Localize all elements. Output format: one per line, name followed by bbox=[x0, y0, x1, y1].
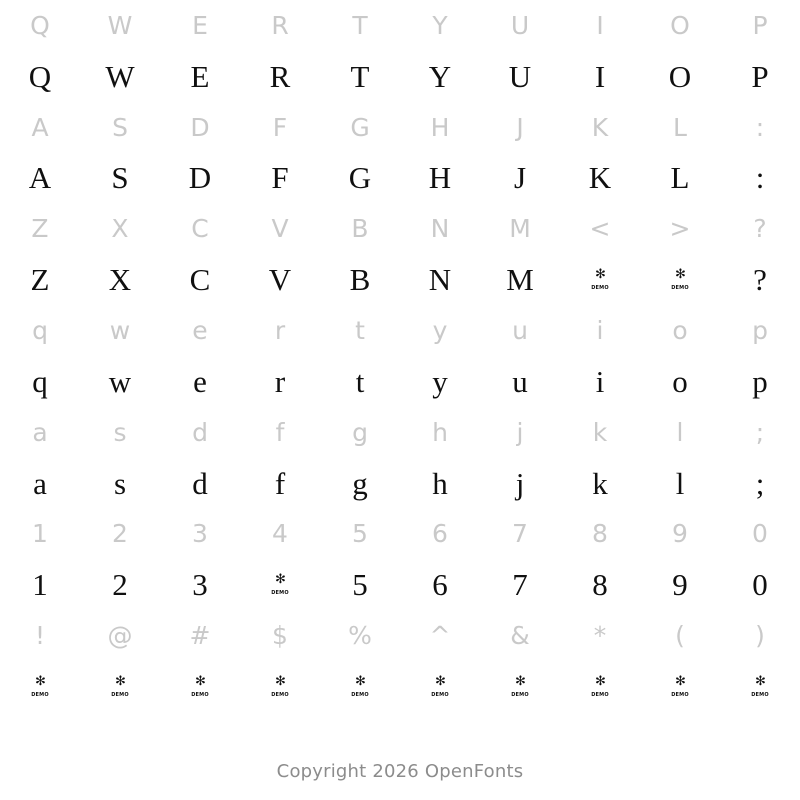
demo-floret-word: DEMO bbox=[271, 589, 289, 596]
glyph-cell bbox=[320, 661, 400, 712]
demo-floret-petals: ✻ bbox=[355, 673, 365, 689]
glyph-cell: ? bbox=[753, 262, 767, 298]
glyph-cell: 9 bbox=[672, 567, 688, 603]
glyph-cell: r bbox=[274, 363, 286, 399]
demo-floret-petals: ✻ bbox=[115, 673, 125, 689]
key-label-cell: F bbox=[272, 112, 288, 142]
glyph-cell: N bbox=[428, 262, 452, 298]
demo-floret-word: DEMO bbox=[111, 691, 129, 698]
key-label-cell: R bbox=[271, 10, 289, 40]
key-label-cell: 0 bbox=[752, 519, 768, 549]
glyph-cell: u bbox=[512, 363, 528, 399]
key-label-cell: 4 bbox=[272, 519, 288, 549]
key-label-cell: K bbox=[591, 112, 609, 142]
glyph-cell: l bbox=[675, 465, 685, 501]
demo-floret-word: DEMO bbox=[31, 691, 49, 698]
demo-floret-petals: ✻ bbox=[595, 673, 605, 689]
key-label-cell: @ bbox=[107, 621, 133, 651]
key-label-cell: V bbox=[271, 214, 289, 244]
key-label-cell: 2 bbox=[112, 519, 128, 549]
glyph-cell: C bbox=[189, 262, 211, 298]
key-label-cell: C bbox=[191, 214, 209, 244]
glyph-cell: P bbox=[751, 58, 769, 94]
key-label-cell: l bbox=[676, 417, 684, 447]
key-label-cell: B bbox=[351, 214, 369, 244]
key-label-cell: N bbox=[430, 214, 450, 244]
demo-floret-icon bbox=[589, 675, 611, 699]
demo-floret-word: DEMO bbox=[751, 691, 769, 698]
demo-floret-word: DEMO bbox=[351, 691, 369, 698]
glyph-cell: i bbox=[595, 363, 605, 399]
glyph-cell: 0 bbox=[752, 567, 768, 603]
key-label-cell: ^ bbox=[429, 621, 451, 651]
demo-floret-petals: ✻ bbox=[275, 673, 285, 689]
demo-floret-word: DEMO bbox=[191, 691, 209, 698]
glyph-cell: G bbox=[348, 160, 372, 196]
glyph-cell bbox=[480, 661, 560, 712]
demo-floret-icon bbox=[349, 675, 371, 699]
glyph-cell: 5 bbox=[352, 567, 368, 603]
demo-floret-icon bbox=[589, 268, 611, 292]
glyph-cell bbox=[640, 661, 720, 712]
glyph-cell bbox=[560, 661, 640, 712]
demo-floret-petals: ✻ bbox=[675, 266, 685, 282]
demo-floret-icon bbox=[109, 675, 131, 699]
demo-floret-petals: ✻ bbox=[515, 673, 525, 689]
glyph-cell: p bbox=[752, 363, 768, 399]
key-label-cell: 7 bbox=[512, 519, 528, 549]
glyph-cell: 3 bbox=[192, 567, 208, 603]
demo-floret-word: DEMO bbox=[671, 691, 689, 698]
glyph-cell: o bbox=[672, 363, 688, 399]
key-label-cell: 6 bbox=[432, 519, 448, 549]
glyph-cell bbox=[0, 661, 80, 712]
key-label-cell: A bbox=[31, 112, 49, 142]
glyph-cell: e bbox=[193, 363, 207, 399]
key-label-cell: X bbox=[111, 214, 129, 244]
key-label-cell: k bbox=[592, 417, 608, 447]
glyph-cell: U bbox=[508, 58, 532, 94]
glyph-cell: M bbox=[506, 262, 534, 298]
key-label-cell: o bbox=[672, 316, 688, 346]
key-label-cell: 9 bbox=[672, 519, 688, 549]
demo-floret-icon bbox=[29, 675, 51, 699]
demo-floret-icon bbox=[509, 675, 531, 699]
glyph-cell: ; bbox=[755, 465, 765, 501]
glyph-cell: 7 bbox=[512, 567, 528, 603]
key-label-cell: * bbox=[593, 621, 607, 651]
key-label-cell: % bbox=[348, 621, 372, 651]
demo-floret-word: DEMO bbox=[271, 691, 289, 698]
key-label-cell: f bbox=[275, 417, 285, 447]
glyph-cell: d bbox=[192, 465, 208, 501]
key-label-cell: ) bbox=[755, 621, 765, 651]
glyph-cell: D bbox=[188, 160, 212, 196]
glyph-cell: S bbox=[111, 160, 129, 196]
key-label-cell: ( bbox=[675, 621, 685, 651]
glyph-cell: A bbox=[28, 160, 52, 196]
glyph-cell: k bbox=[592, 465, 608, 501]
key-label-cell: P bbox=[752, 10, 768, 40]
key-label-cell: : bbox=[755, 112, 765, 142]
glyph-cell: V bbox=[268, 262, 292, 298]
glyph-cell: j bbox=[515, 465, 525, 501]
key-label-cell: Z bbox=[31, 214, 49, 244]
demo-floret-word: DEMO bbox=[671, 284, 689, 291]
key-label-cell: G bbox=[350, 112, 370, 142]
key-label-cell: t bbox=[355, 316, 365, 346]
key-label-cell: e bbox=[192, 316, 208, 346]
key-label-cell: 5 bbox=[352, 519, 368, 549]
key-label-cell: D bbox=[190, 112, 210, 142]
glyph-cell bbox=[400, 661, 480, 712]
key-label-cell: Y bbox=[432, 10, 448, 40]
demo-floret-icon bbox=[669, 675, 691, 699]
glyph-cell: X bbox=[108, 262, 132, 298]
key-label-cell: L bbox=[673, 112, 687, 142]
key-label-cell: 3 bbox=[192, 519, 208, 549]
demo-floret-word: DEMO bbox=[511, 691, 529, 698]
glyph-cell: Z bbox=[30, 262, 50, 298]
glyph-cell: q bbox=[32, 363, 48, 399]
key-label-cell: W bbox=[107, 10, 133, 40]
glyph-cell: W bbox=[105, 58, 135, 94]
glyph-cell bbox=[240, 661, 320, 712]
key-label-cell: J bbox=[516, 112, 524, 142]
key-label-cell: y bbox=[432, 316, 448, 346]
glyph-cell: E bbox=[190, 58, 210, 94]
glyph-cell: J bbox=[513, 160, 527, 196]
glyph-cell bbox=[80, 661, 160, 712]
key-label-cell: T bbox=[352, 10, 368, 40]
demo-floret-word: DEMO bbox=[591, 691, 609, 698]
glyph-cell: O bbox=[668, 58, 692, 94]
demo-floret-petals: ✻ bbox=[595, 266, 605, 282]
glyph-cell: g bbox=[352, 465, 368, 501]
key-label-cell: p bbox=[752, 316, 768, 346]
glyph-cell: f bbox=[274, 465, 286, 501]
key-label-cell: M bbox=[509, 214, 531, 244]
key-label-cell: Q bbox=[30, 10, 50, 40]
demo-floret-petals: ✻ bbox=[755, 673, 765, 689]
demo-floret-icon bbox=[189, 675, 211, 699]
key-label-cell: q bbox=[32, 316, 48, 346]
glyph-cell: K bbox=[588, 160, 612, 196]
demo-floret-icon bbox=[669, 268, 691, 292]
key-label-cell: 8 bbox=[592, 519, 608, 549]
demo-floret-word: DEMO bbox=[431, 691, 449, 698]
glyph-cell: 1 bbox=[32, 567, 48, 603]
demo-floret-petals: ✻ bbox=[35, 673, 45, 689]
demo-floret-petals: ✻ bbox=[275, 571, 285, 587]
glyph-cell bbox=[640, 254, 720, 305]
key-label-cell: U bbox=[510, 10, 530, 40]
key-label-cell: s bbox=[113, 417, 127, 447]
glyph-cell bbox=[240, 559, 320, 610]
glyph-cell: T bbox=[350, 58, 370, 94]
key-label-cell: j bbox=[516, 417, 524, 447]
glyph-cell: 2 bbox=[112, 567, 128, 603]
key-label-cell: < bbox=[589, 214, 611, 244]
key-label-cell: I bbox=[596, 10, 604, 40]
key-label-cell: a bbox=[32, 417, 48, 447]
glyph-cell: w bbox=[108, 363, 132, 399]
key-label-cell: O bbox=[670, 10, 690, 40]
glyph-cell: a bbox=[33, 465, 47, 501]
key-label-cell: # bbox=[189, 621, 211, 651]
copyright-notice: Copyright 2026 OpenFonts bbox=[276, 761, 524, 782]
demo-floret-petals: ✻ bbox=[435, 673, 445, 689]
key-label-cell: & bbox=[510, 621, 530, 651]
demo-floret-icon bbox=[269, 675, 291, 699]
demo-floret-icon bbox=[429, 675, 451, 699]
glyph-cell: h bbox=[432, 465, 448, 501]
glyph-cell: B bbox=[349, 262, 371, 298]
glyph-cell: L bbox=[670, 160, 690, 196]
key-label-cell: ; bbox=[755, 417, 765, 447]
glyph-cell: H bbox=[428, 160, 452, 196]
key-label-cell: u bbox=[512, 316, 528, 346]
demo-floret-petals: ✻ bbox=[195, 673, 205, 689]
demo-floret-icon bbox=[749, 675, 771, 699]
glyph-cell: Y bbox=[428, 58, 452, 94]
key-label-cell: E bbox=[192, 10, 208, 40]
glyph-cell: t bbox=[355, 363, 365, 399]
demo-floret-word: DEMO bbox=[591, 284, 609, 291]
key-label-cell: H bbox=[430, 112, 450, 142]
glyph-cell bbox=[160, 661, 240, 712]
key-label-cell: w bbox=[109, 316, 131, 346]
key-label-cell: r bbox=[274, 316, 286, 346]
glyph-cell: F bbox=[271, 160, 289, 196]
key-label-cell: d bbox=[192, 417, 208, 447]
key-label-cell: 1 bbox=[32, 519, 48, 549]
glyph-cell bbox=[560, 254, 640, 305]
key-label-cell: i bbox=[596, 316, 604, 346]
glyph-cell: s bbox=[113, 465, 127, 501]
key-label-cell: h bbox=[432, 417, 448, 447]
key-label-cell: $ bbox=[272, 621, 288, 651]
demo-floret-icon bbox=[269, 573, 291, 597]
key-label-cell: > bbox=[669, 214, 691, 244]
glyph-cell: I bbox=[594, 58, 606, 94]
key-label-cell: g bbox=[352, 417, 368, 447]
key-label-cell: ? bbox=[753, 214, 767, 244]
key-label-cell: ! bbox=[34, 621, 46, 651]
demo-floret-petals: ✻ bbox=[675, 673, 685, 689]
glyph-cell: Q bbox=[28, 58, 52, 94]
glyph-cell: y bbox=[432, 363, 448, 399]
key-label-cell: S bbox=[112, 112, 128, 142]
glyph-cell: R bbox=[269, 58, 291, 94]
glyph-cell bbox=[720, 661, 800, 712]
glyph-cell: 8 bbox=[592, 567, 608, 603]
glyph-cell: 6 bbox=[432, 567, 448, 603]
glyph-cell: : bbox=[755, 160, 765, 196]
